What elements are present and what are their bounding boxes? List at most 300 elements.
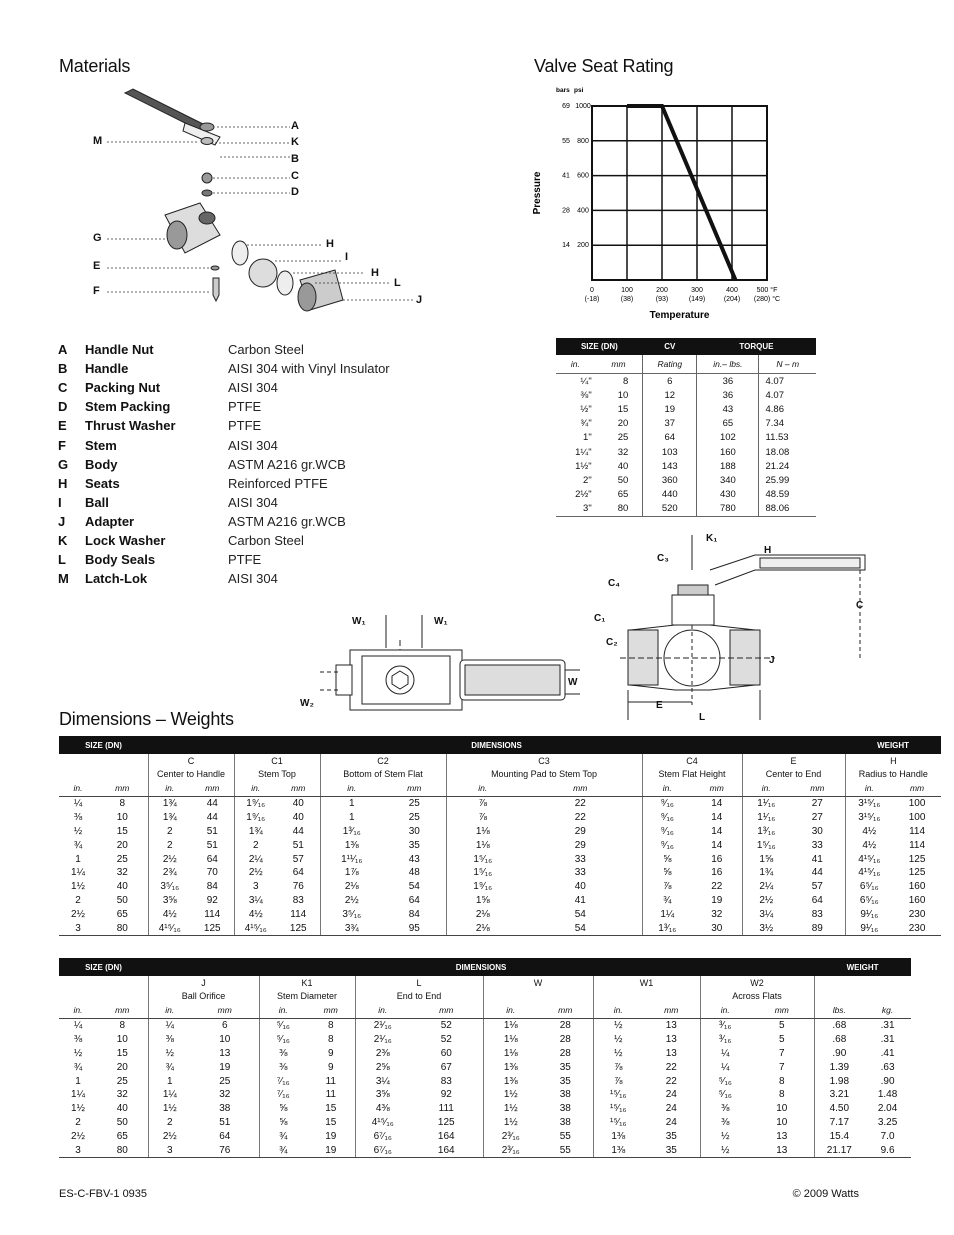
side-l: L xyxy=(699,712,706,723)
dim-row xyxy=(59,921,941,935)
cv-torque-table xyxy=(556,338,816,517)
dim-cell: 14 xyxy=(711,825,723,837)
dim-unit-mm: mm xyxy=(893,780,941,797)
dim-unit-mm: mm xyxy=(191,780,234,797)
material-name: AISI 304 xyxy=(228,494,278,510)
material-row xyxy=(58,514,458,533)
dim-cell: 114 xyxy=(909,839,926,851)
dim-cell: 2³⁄₁₆ xyxy=(483,1129,538,1143)
valve-seat-rating-title: Valve Seat Rating xyxy=(534,56,674,76)
material-row xyxy=(58,495,458,514)
dim-cell: 1⅝ xyxy=(742,852,790,866)
label-h-seat: H xyxy=(326,238,334,250)
dim-cell: 1⅛ xyxy=(446,825,519,839)
cv-cell: 4.07 xyxy=(765,389,784,401)
chart-ytick-psi: 400 xyxy=(577,207,589,215)
dim-cell: 22 xyxy=(665,1061,677,1073)
cv-cell: 2½" xyxy=(575,489,592,501)
valve-seat-rating-chart xyxy=(530,82,790,327)
dim-cell: 13 xyxy=(219,1047,231,1059)
dim-cell: 4¹⁵⁄₁₆ xyxy=(845,852,893,866)
material-letter: F xyxy=(58,437,66,453)
material-part: Body Seals xyxy=(85,552,156,568)
cv-cell: 25 xyxy=(595,431,643,445)
cv-row xyxy=(556,388,816,402)
dim-cell: 22 xyxy=(574,798,586,810)
cv-cell: 188 xyxy=(697,459,759,473)
cv-row xyxy=(556,473,816,487)
dim-cell: 57 xyxy=(811,881,823,893)
dim-cell: .31 xyxy=(880,1020,895,1032)
dim-cell: 1⅜ xyxy=(320,838,383,852)
dim-cell: ⁹⁄₁₆ xyxy=(642,838,692,852)
dim-row xyxy=(59,1116,911,1130)
cv-cell: 4.86 xyxy=(765,403,784,415)
dim-cell: ⅜ xyxy=(259,1060,307,1074)
dim-cell: 125 xyxy=(277,921,320,935)
dim-unit-in: in. xyxy=(148,780,191,797)
material-name: AISI 304 with Vinyl Insulator xyxy=(228,361,390,377)
dim-cell: 2⅛ xyxy=(320,880,383,894)
dim-cell: 2½ xyxy=(148,1129,191,1143)
dim-cell: 43 xyxy=(408,853,420,865)
cv-cell: 780 xyxy=(697,502,759,517)
dim-cell: 1½ xyxy=(71,881,85,893)
dim-unit-in: in. xyxy=(148,1002,191,1019)
material-row xyxy=(58,438,458,457)
chart-xtick-celsius: (280) °C xyxy=(753,296,781,303)
chart-frame xyxy=(592,106,767,280)
dim-cell: 3¼ xyxy=(234,894,277,908)
dim-cell: 10 xyxy=(116,812,128,824)
dim-cell: 230 xyxy=(908,908,926,920)
dim-cell: 44 xyxy=(206,812,218,824)
dim-unit-mm: mm xyxy=(383,780,446,797)
dim-cell: ¼ xyxy=(700,1047,750,1061)
dim-row xyxy=(59,1060,911,1074)
dim-cell: ⅜ xyxy=(73,1034,83,1046)
dim-cell: 1 xyxy=(320,797,383,811)
dim-cell: 60 xyxy=(440,1047,452,1059)
dim-cell: 35 xyxy=(665,1130,677,1142)
material-row xyxy=(58,418,458,437)
cv-cell: 36 xyxy=(697,374,759,389)
dim-cell: 15 xyxy=(116,1047,128,1059)
cv-cell: 80 xyxy=(595,502,643,517)
dim-cell: 92 xyxy=(206,894,218,906)
dim-cell: 10 xyxy=(219,1034,231,1046)
dim-cell: 10 xyxy=(116,1034,128,1046)
dim-cell: ¾ xyxy=(259,1143,307,1157)
dim-cell: ⁷⁄₁₆ xyxy=(259,1088,307,1102)
dim-cell: 38 xyxy=(559,1116,571,1128)
dim-cell: 100 xyxy=(908,798,926,810)
material-name: AISI 304 xyxy=(228,571,278,587)
dim-cell: 14 xyxy=(711,812,723,824)
dim-cell: 1½ xyxy=(71,1103,85,1115)
dim-cell: 15 xyxy=(325,1116,337,1128)
material-row xyxy=(58,476,458,495)
cv-cell: 19 xyxy=(643,402,697,416)
dim-cell: 24 xyxy=(665,1089,677,1101)
side-k1: K₁ xyxy=(706,533,718,544)
dim-cell: 33 xyxy=(574,867,586,879)
dim-column-name: Ball Orifice xyxy=(148,989,259,1002)
dim-unit-mm: mm xyxy=(307,1002,355,1019)
dim-cell: 7 xyxy=(779,1047,785,1059)
dim-cell: 2½ xyxy=(742,894,790,908)
dim-cell: 3 xyxy=(59,921,97,935)
dim-cell: 230 xyxy=(893,921,941,935)
material-part: Handle xyxy=(85,361,129,377)
dim-column-name xyxy=(814,989,911,1002)
dim-cell: 6⁵⁄₁₆ xyxy=(845,894,893,908)
dim-cell: 1.39 xyxy=(814,1060,864,1074)
material-name: PTFE xyxy=(228,552,262,568)
material-letter: G xyxy=(58,456,69,472)
cv-cell: 520 xyxy=(643,502,697,517)
chart-ytick-psi: 200 xyxy=(577,242,589,250)
cv-cell: 43 xyxy=(697,402,759,416)
material-part: Handle Nut xyxy=(85,342,154,357)
dim-cell: 2 xyxy=(234,838,277,852)
cv-cell: 440 xyxy=(643,488,697,502)
dim-cell: 2⅜ xyxy=(355,1047,410,1061)
dim-cell: 3½ xyxy=(742,921,790,935)
dim-cell: 29 xyxy=(574,825,586,837)
chart-ytick-bars: 41 xyxy=(562,172,570,180)
dim-cell: 3¹⁵⁄₁₆ xyxy=(845,811,893,825)
dim-cell: 4⅜ xyxy=(355,1102,410,1116)
cv-cell: 8 xyxy=(595,374,643,389)
dim-cell: 2³⁄₁₆ xyxy=(483,1143,538,1157)
dim-cell: 19 xyxy=(307,1143,355,1157)
dim-row xyxy=(59,1102,911,1116)
chart-xtick-celsius: (-18) xyxy=(584,296,600,303)
dim-cell: 51 xyxy=(292,839,304,851)
dim-row xyxy=(59,838,941,852)
dim-cell: 8 xyxy=(119,798,126,810)
cv-cell: 40 xyxy=(595,459,643,473)
dim-cell: 2 xyxy=(75,894,81,906)
chart-xtick-celsius: (149) xyxy=(688,296,706,303)
dim-cell: ⅞ xyxy=(642,880,692,894)
dim-cell: ½ xyxy=(593,1019,643,1033)
dim-cell: 30 xyxy=(692,921,742,935)
dim-cell: ³⁄₁₆ xyxy=(700,1019,750,1033)
dim-column-name: Mounting Pad to Stem Top xyxy=(446,767,642,780)
dim-cell: ⅞ xyxy=(593,1060,643,1074)
side-c4: C₄ xyxy=(608,578,620,589)
material-row xyxy=(58,342,458,361)
chart-y-unit-psi: psi xyxy=(574,87,584,94)
label-i: I xyxy=(345,251,349,263)
dim-cell: 1 xyxy=(148,1074,191,1088)
dim-column-name: Center to Handle xyxy=(148,767,234,780)
dim-cell: 32 xyxy=(219,1089,231,1101)
material-part: Packing Nut xyxy=(85,380,161,396)
dim-cell: 8 xyxy=(119,1020,126,1032)
dim-column-letter: C2 xyxy=(320,754,446,767)
dim-cell: 65 xyxy=(116,1130,128,1142)
cv-cell: 4.07 xyxy=(765,375,784,387)
dim-column-name: Stem Diameter xyxy=(259,989,355,1002)
dim-cell: 54 xyxy=(574,908,586,920)
dim-unit-mm: mm xyxy=(410,1002,483,1019)
dim-cell: 41 xyxy=(811,853,823,865)
dim-cell: 1⅜ xyxy=(483,1060,538,1074)
label-b: B xyxy=(291,153,299,165)
dim-cell: .90 xyxy=(814,1047,864,1061)
dim-unit-mm: mm xyxy=(519,780,642,797)
label-d: D xyxy=(291,186,299,198)
cv-header-size: SIZE (DN) xyxy=(556,338,643,355)
cv-cell: 7.34 xyxy=(765,418,784,430)
dim-cell: 2 xyxy=(75,1116,81,1128)
dim-unit-in: in. xyxy=(642,780,692,797)
dim-cell: 22 xyxy=(574,812,586,824)
dim-cell: 54 xyxy=(408,881,420,893)
dim-cell: 114 xyxy=(290,908,307,920)
dim-cell: ⅜ xyxy=(148,1033,191,1047)
dim-cell: 25 xyxy=(408,812,420,824)
material-part: Latch-Lok xyxy=(85,571,148,587)
dim-cell: 4.50 xyxy=(814,1102,864,1116)
t2-header-size: SIZE (DN) xyxy=(59,958,148,976)
label-k: K xyxy=(291,136,299,148)
chart-ytick-bars: 28 xyxy=(562,207,570,215)
dim-column-letter: C4 xyxy=(642,754,742,767)
cv-cell: 21.24 xyxy=(765,460,790,472)
dim-cell: 1¹⁄₁₆ xyxy=(742,811,790,825)
dim-cell: 2¹⁄₁₆ xyxy=(355,1033,410,1047)
chart-ytick-bars: 14 xyxy=(562,242,570,250)
dim-cell: 4½ xyxy=(845,825,893,839)
dim-cell: 40 xyxy=(116,1103,128,1115)
dim-cell: ⅞ xyxy=(446,811,519,825)
material-letter: J xyxy=(58,513,66,529)
material-row xyxy=(58,457,458,476)
top-w2: W₂ xyxy=(300,698,314,709)
cv-row xyxy=(556,488,816,502)
dim-cell: ⅝ xyxy=(259,1116,307,1130)
exploded-valve-diagram xyxy=(85,85,445,315)
dim-cell: ⅝ xyxy=(259,1102,307,1116)
cv-cell: 20 xyxy=(595,417,643,431)
cv-cell: 2" xyxy=(583,474,592,486)
dim-cell: 24 xyxy=(665,1103,677,1115)
dim-cell: ½ xyxy=(700,1143,750,1157)
dim-cell: 2½ xyxy=(148,852,191,866)
cv-unit-in: in. xyxy=(556,355,595,374)
dim-column-letter: L xyxy=(355,976,483,989)
dim-cell: 6 xyxy=(221,1020,228,1032)
material-part: Adapter xyxy=(85,513,135,529)
dim-column-name: Radius to Handle xyxy=(845,767,941,780)
dim-cell: 111 xyxy=(438,1103,454,1115)
dim-cell: 16 xyxy=(711,853,723,865)
dim-cell: 1⅛ xyxy=(483,1019,538,1033)
chart-ytick-bars: 69 xyxy=(562,103,570,110)
dim-cell: ⅜ xyxy=(700,1102,750,1116)
dim-cell: 38 xyxy=(559,1089,571,1101)
dim-cell: 22 xyxy=(711,881,723,893)
dim-column-letter: E xyxy=(742,754,845,767)
material-name: AISI 304 xyxy=(228,380,278,396)
dim-column-name: Stem Top xyxy=(234,767,320,780)
dim-cell: 114 xyxy=(204,908,221,920)
dim-cell: 164 xyxy=(410,1143,483,1157)
dim-cell: 30 xyxy=(408,825,420,837)
dim-cell: 13 xyxy=(665,1020,677,1032)
dim-cell: 1.48 xyxy=(877,1089,898,1101)
dim-cell: 3.25 xyxy=(877,1116,898,1128)
dim-cell: 25 xyxy=(116,1075,128,1087)
side-c3: C₃ xyxy=(657,553,669,564)
cv-cell: ¾" xyxy=(580,418,592,430)
dim-cell: 1¼ xyxy=(642,907,692,921)
dim-cell: ¼ xyxy=(73,798,83,810)
dim-cell: 35 xyxy=(408,839,420,851)
t1-header-dimensions: DIMENSIONS xyxy=(148,736,845,754)
dim-cell: 33 xyxy=(811,839,823,851)
dim-cell: 5 xyxy=(779,1034,785,1046)
dim-column-letter xyxy=(814,976,911,989)
cv-cell: 11.53 xyxy=(765,432,789,444)
cv-cell: 6 xyxy=(643,374,697,389)
dim-cell: 55 xyxy=(538,1143,593,1157)
dim-cell: 1½ xyxy=(148,1102,191,1116)
material-row xyxy=(58,571,458,590)
dim-cell: 2 xyxy=(148,838,191,852)
cv-row xyxy=(556,502,816,517)
dim-cell: 1⅛ xyxy=(446,838,519,852)
dim-cell: ½ xyxy=(593,1033,643,1047)
dim-cell: 21.17 xyxy=(814,1143,864,1157)
dim-cell: 4¹⁵⁄₁₆ xyxy=(234,921,277,935)
dim-cell: ½ xyxy=(148,1047,191,1061)
dim-column-name: End to End xyxy=(355,989,483,1002)
dim-column-letter: J xyxy=(148,976,259,989)
material-letter: L xyxy=(58,552,66,568)
material-part: Thrust Washer xyxy=(85,418,176,434)
material-name: PTFE xyxy=(228,399,262,415)
dim-cell: 1⁹⁄₁₆ xyxy=(446,880,519,894)
dim-cell: 1¾ xyxy=(742,866,790,880)
dim-column-name xyxy=(593,989,700,1002)
cv-cell: 10 xyxy=(595,388,643,402)
cv-cell: 48.59 xyxy=(765,489,790,501)
chart-xtick-label: 200 xyxy=(656,287,668,294)
dim-cell: 9¹⁄₁₆ xyxy=(845,907,893,921)
dim-cell: 44 xyxy=(292,825,304,837)
dim-cell: .68 xyxy=(814,1033,864,1047)
dim-cell: 30 xyxy=(811,825,823,837)
chart-xtick-label: 300 xyxy=(691,287,703,294)
side-c1: C₁ xyxy=(594,613,606,624)
dim-cell: .63 xyxy=(880,1061,895,1073)
chart-xtick-celsius: (93) xyxy=(655,296,669,303)
dim-cell: ⁹⁄₁₆ xyxy=(642,811,692,825)
dim-cell: 19 xyxy=(711,894,723,906)
dim-cell: 89 xyxy=(790,921,845,935)
dimensions-weights-title: Dimensions – Weights xyxy=(59,709,234,729)
dim-cell: 1½ xyxy=(483,1116,538,1130)
dim-cell: 114 xyxy=(909,825,926,837)
dim-cell: ¾ xyxy=(642,894,692,908)
dim-cell: ⁵⁄₁₆ xyxy=(259,1019,307,1033)
dim-cell: 7 xyxy=(779,1061,785,1073)
dim-cell: 8 xyxy=(327,1034,334,1046)
chart-xtick-celsius: (204) xyxy=(723,296,741,303)
cv-row xyxy=(556,374,816,389)
dim-cell: 11 xyxy=(325,1075,336,1087)
material-row xyxy=(58,399,458,418)
dim-column-letter: K1 xyxy=(259,976,355,989)
t2-header-dimensions: DIMENSIONS xyxy=(148,958,814,976)
dim-cell: 1¹⁄₁₆ xyxy=(742,797,790,811)
dim-cell: 9 xyxy=(327,1047,334,1059)
dim-cell: 13 xyxy=(750,1143,814,1157)
dim-cell: 4¹⁵⁄₁₆ xyxy=(845,866,893,880)
cv-row xyxy=(556,417,816,431)
dim-cell: 32 xyxy=(711,908,723,920)
side-view-drawing xyxy=(600,530,880,730)
dim-cell: ⅜ xyxy=(73,812,83,824)
dim-unit-in: in. xyxy=(355,1002,410,1019)
dim-unit-mm: mm xyxy=(692,780,742,797)
dim-column-letter: W2 xyxy=(700,976,814,989)
dim-cell: ¾ xyxy=(148,1060,191,1074)
dim-cell: ⅝ xyxy=(642,866,692,880)
material-part: Stem Packing xyxy=(85,399,171,415)
dim-cell: ¼ xyxy=(73,1020,83,1032)
dim-cell: ⁹⁄₁₆ xyxy=(642,825,692,839)
cv-cell: 3" xyxy=(556,502,595,517)
dim-cell: 76 xyxy=(191,1143,259,1157)
label-e: E xyxy=(93,260,101,272)
dim-unit-in: in. xyxy=(483,1002,538,1019)
dim-unit-mm: mm xyxy=(643,1002,700,1019)
dim-cell: 76 xyxy=(292,881,304,893)
dim-cell: 27 xyxy=(811,798,823,810)
dim-row xyxy=(59,797,941,811)
dim-cell: ¹⁵⁄₁₆ xyxy=(593,1116,643,1130)
dim-cell: ¼ xyxy=(148,1019,191,1033)
dim-unit-mm: mm xyxy=(97,780,148,797)
cv-cell: 102 xyxy=(697,431,759,445)
dim-cell: ⅞ xyxy=(593,1074,643,1088)
dim-cell: 14 xyxy=(711,798,723,810)
dim-cell: 20 xyxy=(116,1061,128,1073)
dim-cell: ½ xyxy=(700,1129,750,1143)
dim-cell: 41 xyxy=(574,894,586,906)
dim-cell: 80 xyxy=(97,921,148,935)
dim-unit-mm: mm xyxy=(191,1002,259,1019)
dim-cell: 3¼ xyxy=(355,1074,410,1088)
dim-row xyxy=(59,1143,911,1157)
dim-column-letter: C3 xyxy=(446,754,642,767)
dim-unit-in: in. xyxy=(593,1002,643,1019)
dim-cell: 28 xyxy=(559,1034,571,1046)
dim-unit-mm: kg. xyxy=(864,1002,911,1019)
cv-cell: 160 xyxy=(697,445,759,459)
cv-unit-inlbs: in.– lbs. xyxy=(697,355,759,374)
dim-cell: 35 xyxy=(643,1143,700,1157)
dim-cell: 164 xyxy=(437,1130,455,1142)
cv-cell: ⅜" xyxy=(580,389,592,401)
dim-cell: 95 xyxy=(383,921,446,935)
